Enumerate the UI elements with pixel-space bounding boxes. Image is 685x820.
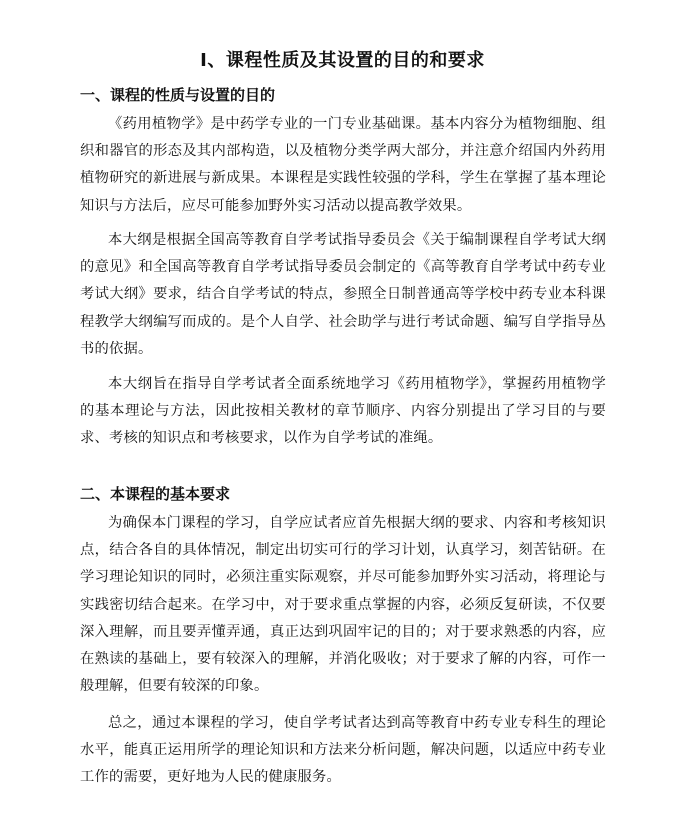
page-title: Ⅰ、课程性质及其设置的目的和要求 [200,50,485,71]
paragraph: 为确保本门课程的学习，自学应试者应首先根据大纲的要求、内容和考核知识点，结合各自的具体情况，制定出切实可行的学习计划，认真学习，刻苦钻研。在学习理论知识的同时，必须注重实际观察，并尽可能参加野外实习活动，将理论与实践密切结合起来。在学习中，对于要求重点掌握的内容，必须反复研读，不仅要深入理解，而且要弄懂弄通，真正达到巩固牢记的目的；对于要求熟悉的内容，应在熟读的基础上，要有较深入的理解，并消化吸收；对于要求了解的内容，可作一般理解，但要有较深的印象。 [80,515,606,695]
paragraph: 本大纲是根据全国高等教育自学考试指导委员会《关于编制课程自学考试大纲的意见》和全国高等教育自学考试指导委员会制定的《高等教育自学考试中药专业考试大纲》要求，结合自学考试的特点，参照全日制普通高等学校中药专业本科课程教学大纲编写而成的。是个人自学、社会助学与进行考试命题、编写自学指导丛书的依据。 [80,232,606,357]
paragraph: 本大纲旨在指导自学考试者全面系统地学习《药用植物学》，掌握药用植物学的基本理论与方法，因此按相关教材的章节顺序、内容分别提出了学习目的与要求、考核的知识点和考核要求，以作为自学考试的准绳。 [80,376,606,447]
paragraph: 总之，通过本课程的学习，使自学考试者达到高等教育中药专业专科生的理论水平，能真正运用所学的理论知识和方法来分析问题，解决问题，以适应中药专业工作的需要，更好地为人民的健康服务。 [80,715,606,786]
paragraph: 《药用植物学》是中药学专业的一门专业基础课。基本内容分为植物细胞、组织和器官的形态及其内部构造，以及植物分类学两大部分，并注意介绍国内外药用植物研究的新进展与新成果。本课程是实践性较强的学科，学生在掌握了基本理论知识与方法后，应尽可能参加野外实习活动以提高教学效果。 [80,116,606,214]
section-heading-nature: 一、课程的性质与设置的目的 [80,86,276,104]
section-heading-requirements: 二、本课程的基本要求 [80,485,231,503]
